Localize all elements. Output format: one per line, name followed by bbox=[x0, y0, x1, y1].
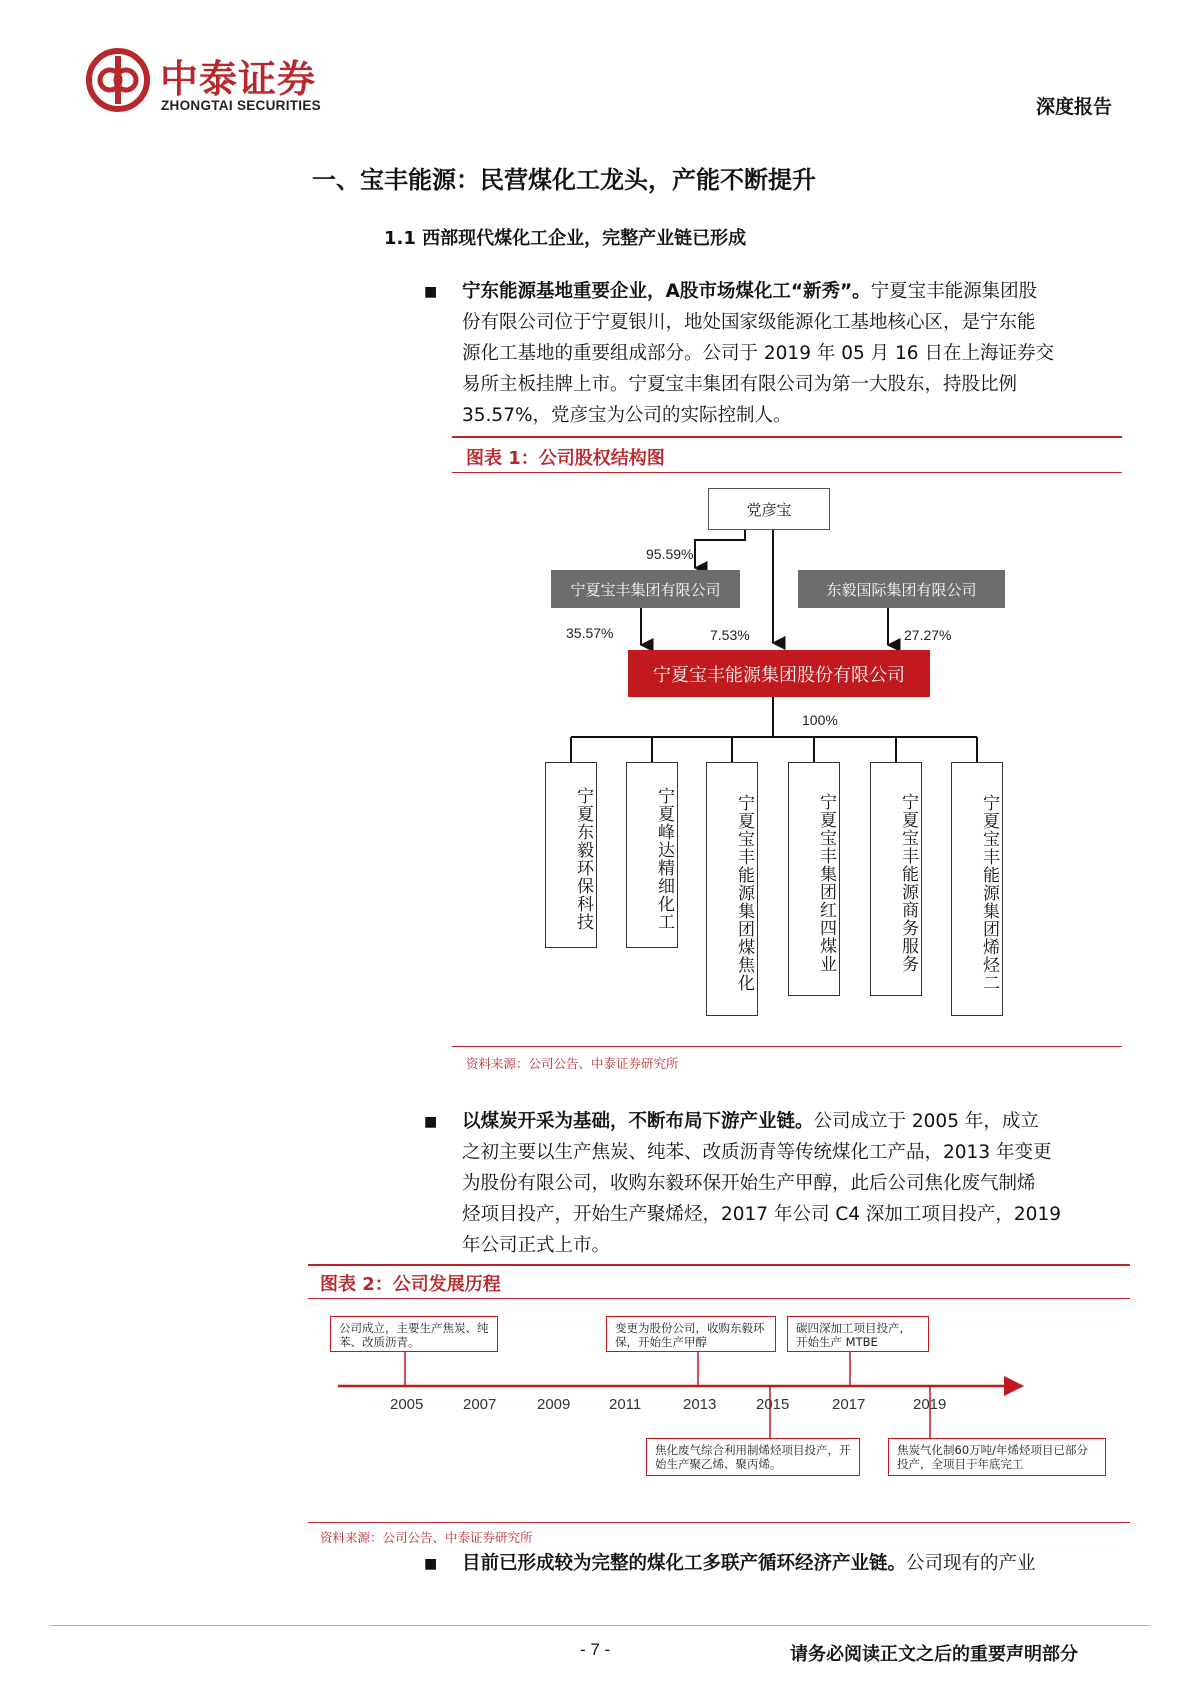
milestone-box: 焦炭气化制60万吨/年烯烃项目已部分投产，全项目于年底完工 bbox=[888, 1438, 1106, 1476]
timeline-year: 2013 bbox=[683, 1396, 717, 1413]
para1-line: 份有限公司位于宁夏银川，地处国家级能源化工基地核心区，是宁东能 bbox=[462, 312, 1036, 333]
timeline-year: 2005 bbox=[390, 1396, 424, 1413]
pct-parent1: 35.57% bbox=[566, 625, 614, 641]
para2-line: 公司成立于 2005 年，成立 bbox=[813, 1111, 1039, 1132]
fig2-source: 资料来源：公司公告、中泰证券研究所 bbox=[320, 1530, 533, 1545]
para2-line: 烃项目投产，开始生产聚烯烃，2017 年公司 C4 深加工项目投产，2019 bbox=[462, 1204, 1061, 1225]
timeline-year: 2017 bbox=[832, 1396, 866, 1413]
para1-lead: 宁东能源基地重要企业，A股市场煤化工“新秀”。 bbox=[462, 281, 871, 302]
subsidiary-box: 宁夏宝丰能源集团烯烃二 bbox=[951, 762, 1003, 1016]
page-number: - 7 - bbox=[580, 1640, 611, 1659]
subsidiary-box: 宁夏宝丰集团红四煤业 bbox=[788, 762, 840, 996]
timeline-year: 2019 bbox=[913, 1396, 947, 1413]
subsidiary-box: 宁夏东毅环保科技 bbox=[545, 762, 597, 948]
fig1-source: 资料来源：公司公告、中泰证券研究所 bbox=[466, 1056, 679, 1071]
company-center: 宁夏宝丰能源集团股份有限公司 bbox=[628, 650, 930, 697]
para2-lead: 以煤炭开采为基础，不断布局下游产业链。 bbox=[462, 1111, 814, 1132]
fig1-title: 图表 1：公司股权结构图 bbox=[466, 448, 665, 469]
para3-lead: 目前已形成较为完整的煤化工多联产循环经济产业链。 bbox=[462, 1553, 907, 1574]
bullet-icon: ■ bbox=[424, 284, 438, 300]
fig2-title: 图表 2：公司发展历程 bbox=[320, 1274, 501, 1295]
subsidiary-box: 宁夏宝丰能源集团煤焦化 bbox=[706, 762, 758, 1016]
milestone-box: 碳四深加工项目投产，开始生产 MTBE bbox=[787, 1316, 929, 1352]
section-heading: 一、宝丰能源：民营煤化工龙头，产能不断提升 bbox=[312, 166, 816, 194]
para2-line: 为股份有限公司，收购东毅环保开始生产甲醇，此后公司焦化废气制烯 bbox=[462, 1173, 1036, 1194]
timeline-year: 2015 bbox=[756, 1396, 790, 1413]
milestone-box: 焦化废气综合利用制烯烃项目投产，开始生产聚乙烯、聚丙烯。 bbox=[646, 1438, 860, 1476]
logo-name-cn: 中泰证券 bbox=[160, 57, 317, 101]
timeline-year: 2007 bbox=[463, 1396, 497, 1413]
shareholder-parent2: 东毅国际集团有限公司 bbox=[798, 570, 1005, 608]
subsection-heading: 1.1 西部现代煤化工企业，完整产业链已形成 bbox=[384, 228, 747, 249]
bullet-icon: ■ bbox=[424, 1556, 438, 1572]
pct-subsidiaries: 100% bbox=[802, 712, 838, 728]
milestone-box: 变更为股份公司，收购东毅环保，开始生产甲醇 bbox=[606, 1316, 776, 1352]
pct-parent2: 27.27% bbox=[904, 627, 952, 643]
para1-line: 宁夏宝丰能源集团股 bbox=[870, 281, 1038, 302]
pct-top: 95.59% bbox=[646, 546, 694, 562]
para1-line: 35.57%，党彦宝为公司的实际控制人。 bbox=[462, 405, 792, 426]
logo-name-en: ZHONGTAI SECURITIES bbox=[161, 98, 321, 113]
footer-rule bbox=[50, 1625, 1150, 1626]
report-type: 深度报告 bbox=[1036, 96, 1113, 118]
para1-line: 易所主板挂牌上市。宁夏宝丰集团有限公司为第一大股东，持股比例 bbox=[462, 374, 1018, 395]
timeline-year: 2011 bbox=[609, 1396, 642, 1413]
timeline-year: 2009 bbox=[537, 1396, 571, 1413]
bullet-icon: ■ bbox=[424, 1114, 438, 1130]
subsidiary-box: 宁夏峰达精细化工 bbox=[626, 762, 678, 948]
shareholder-parent1: 宁夏宝丰集团有限公司 bbox=[551, 570, 740, 608]
subsidiary-box: 宁夏宝丰能源商务服务 bbox=[870, 762, 922, 996]
milestone-box: 公司成立，主要生产焦炭、纯苯、改质沥青。 bbox=[330, 1316, 498, 1352]
para3-rest: 公司现有的产业 bbox=[906, 1553, 1036, 1574]
para2-line: 之初主要以生产焦炭、纯苯、改质沥青等传统煤化工产品，2013 年变更 bbox=[462, 1142, 1052, 1163]
pct-direct: 7.53% bbox=[710, 627, 750, 643]
disclaimer-notice: 请务必阅读正文之后的重要声明部分 bbox=[790, 1644, 1078, 1665]
fig2-bottom-rule bbox=[308, 1522, 1130, 1523]
para1-line: 源化工基地的重要组成部分。公司于 2019 年 05 月 16 日在上海证券交 bbox=[462, 343, 1054, 364]
shareholder-person: 党彦宝 bbox=[708, 488, 830, 530]
para2-line: 年公司正式上市。 bbox=[462, 1235, 611, 1256]
paragraph-3 bbox=[462, 1548, 1122, 1579]
